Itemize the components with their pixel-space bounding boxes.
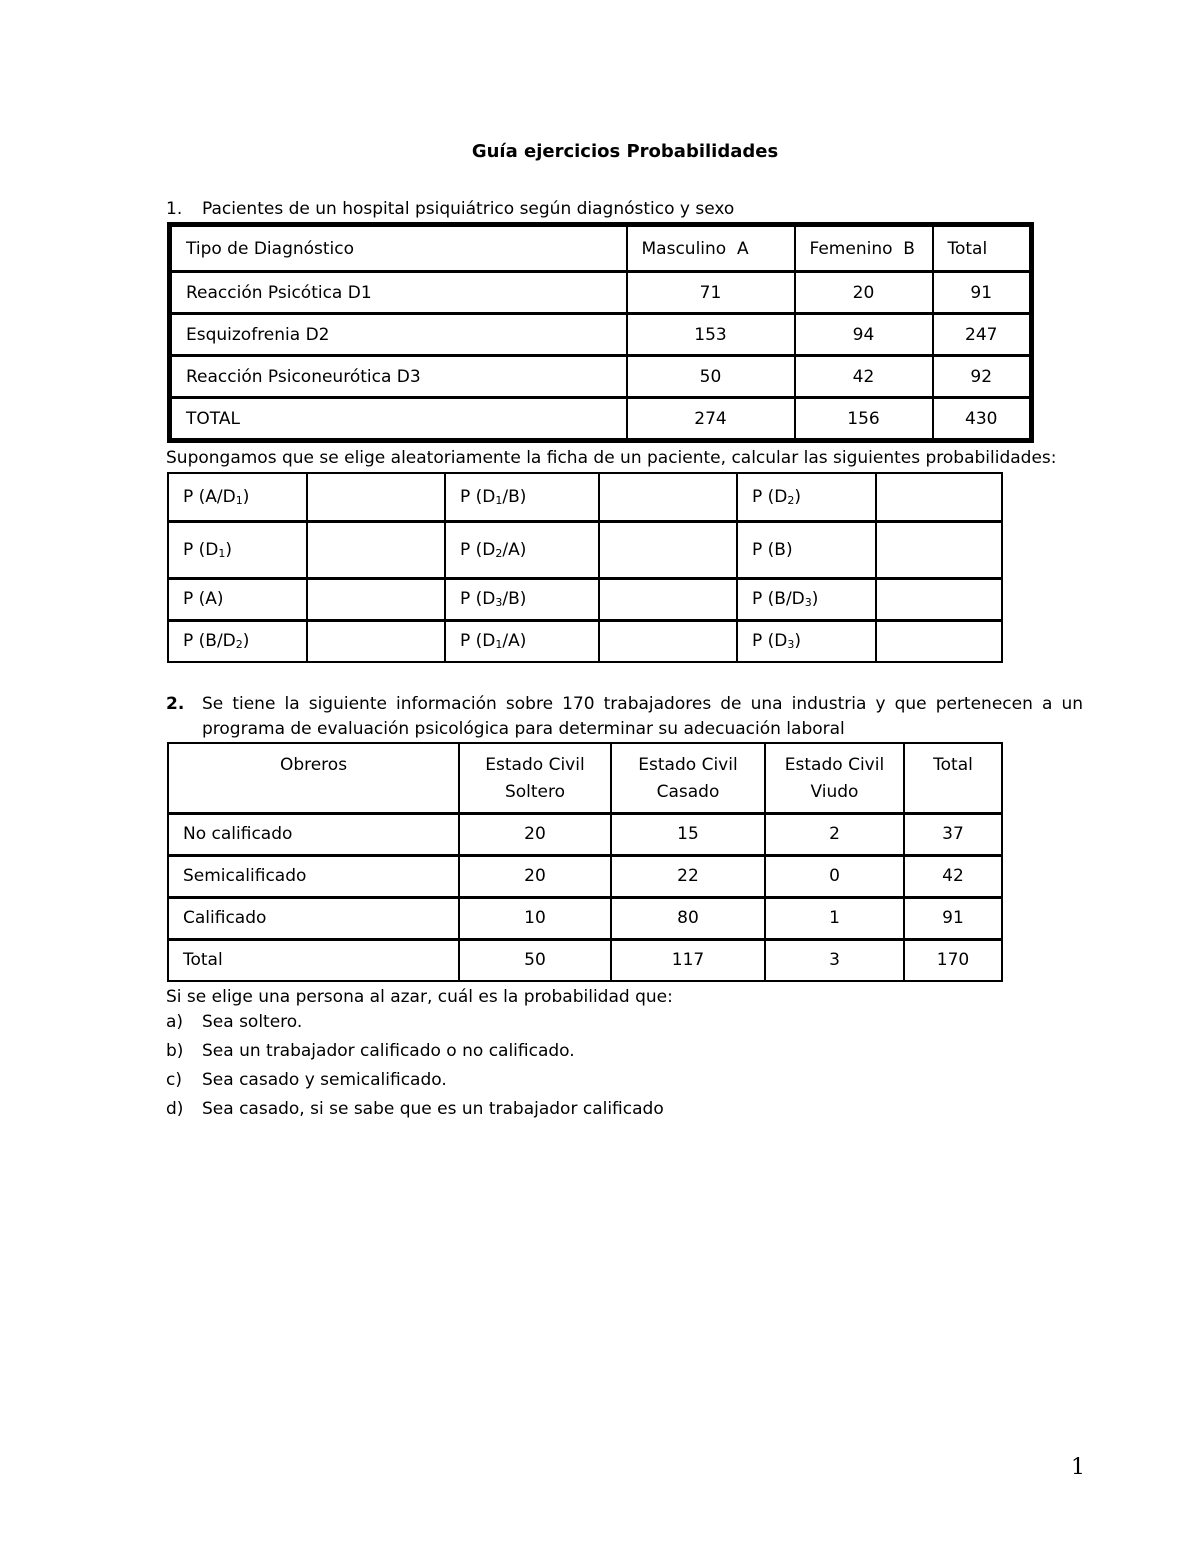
question-2-number: 2. [166, 694, 185, 714]
table-row [168, 897, 1002, 939]
table-cell: 20 [795, 272, 933, 314]
answer-cell[interactable] [876, 620, 1002, 662]
table-cell: 91 [904, 897, 1002, 939]
table-cell: 50 [627, 356, 795, 398]
probability-label: P $(D_1/A)$ [445, 620, 599, 662]
table-cell: 156 [795, 398, 933, 440]
table-row [171, 314, 1031, 356]
table-row [168, 855, 1002, 897]
probability-label: P $(A/D_1)$ [168, 473, 307, 521]
table-cell: 42 [795, 356, 933, 398]
table-cell: 2 [765, 813, 904, 855]
question-2-items [166, 1012, 664, 1128]
table-cell: 37 [904, 813, 1002, 855]
probability-label: P $(D_3/B)$ [445, 578, 599, 620]
question-1 [166, 199, 734, 219]
table-cell: No calificado [168, 813, 459, 855]
table-row [168, 813, 1002, 855]
table-cell: 94 [795, 314, 933, 356]
table-cell: Reacción Psiconeurótica D3 [171, 356, 627, 398]
answer-cell[interactable] [876, 473, 1002, 521]
answer-cell[interactable] [307, 473, 445, 521]
table-cell: 20 [459, 855, 611, 897]
question-2-line-1: Se tiene la siguiente información sobre 170 trabajadores de una industria y que pertenecen a un [202, 694, 1083, 714]
answer-cell[interactable] [599, 521, 737, 578]
table-header: Femenino B [795, 226, 933, 272]
table-row [171, 398, 1031, 440]
table-cell: Reacción Psicótica D1 [171, 272, 627, 314]
table-cell: 430 [933, 398, 1031, 440]
workers-table [167, 742, 1003, 982]
table-row [168, 743, 1002, 813]
list-item: a) Sea soltero. [166, 1012, 303, 1032]
question-2-line-2: programa de evaluación psicológica para determinar su adecuación laboral [202, 719, 845, 739]
table-row [171, 272, 1031, 314]
table-cell: 42 [904, 855, 1002, 897]
probability-label: P (B) [737, 521, 876, 578]
probability-label: P $(D_1/B)$ [445, 473, 599, 521]
answer-cell[interactable] [307, 578, 445, 620]
table-cell: 50 [459, 939, 611, 981]
table-cell: 117 [611, 939, 765, 981]
diagnosis-table [169, 224, 1032, 441]
probability-label: P (A) [168, 578, 307, 620]
table-row [171, 356, 1031, 398]
answer-cell[interactable] [876, 521, 1002, 578]
question-1-number: 1. [166, 199, 183, 219]
answer-cell[interactable] [599, 473, 737, 521]
question-1-text: Pacientes de un hospital psiquiátrico según diagnóstico y sexo [202, 199, 735, 219]
table-row [168, 473, 1002, 521]
table-cell: Calificado [168, 897, 459, 939]
table-row [168, 939, 1002, 981]
table-cell: 10 [459, 897, 611, 939]
table-cell: 274 [627, 398, 795, 440]
table-cell: 153 [627, 314, 795, 356]
table-cell: 170 [904, 939, 1002, 981]
table-cell: 1 [765, 897, 904, 939]
probability-label: P $(D_1)$ [168, 521, 307, 578]
table-cell: 247 [933, 314, 1031, 356]
probability-label: P $(B/D_2)$ [168, 620, 307, 662]
answer-cell[interactable] [599, 620, 737, 662]
table-cell: 3 [765, 939, 904, 981]
list-item: d) Sea casado, si se sabe que es un trabajador calificado [166, 1099, 664, 1119]
table-cell: Total [168, 939, 459, 981]
table-row [171, 226, 1031, 272]
table-header: Obreros [168, 743, 459, 813]
table-header: Estado Civil Soltero [459, 743, 611, 813]
table-header: Tipo de Diagnóstico [171, 226, 627, 272]
question-2 [166, 692, 1083, 742]
table-row [168, 521, 1002, 578]
table-cell: 71 [627, 272, 795, 314]
table-header: Total [904, 743, 1002, 813]
table-cell: TOTAL [171, 398, 627, 440]
probability-label: P $(D_2/A)$ [445, 521, 599, 578]
probability-label: P $(B/D_3)$ [737, 578, 876, 620]
table-header: Masculino A [627, 226, 795, 272]
table-row [168, 620, 1002, 662]
table-header: Estado Civil Casado [611, 743, 765, 813]
page-title: Guía ejercicios Probabilidades [471, 141, 779, 162]
table-cell: 22 [611, 855, 765, 897]
page-number: 1 [1071, 1455, 1085, 1480]
probability-label: P $(D_3)$ [737, 620, 876, 662]
question-1-prompt: Supongamos que se elige aleatoriamente la ficha de un paciente, calcular las siguientes probabilidades: [166, 448, 1057, 468]
table-header: Estado Civil Viudo [765, 743, 904, 813]
table-cell: Semicalificado [168, 855, 459, 897]
answer-cell[interactable] [307, 521, 445, 578]
answer-cell[interactable] [876, 578, 1002, 620]
table-cell: 20 [459, 813, 611, 855]
probability-table [167, 472, 1003, 663]
table-cell: 0 [765, 855, 904, 897]
table-cell: Esquizofrenia D2 [171, 314, 627, 356]
table-cell: 80 [611, 897, 765, 939]
table-cell: 91 [933, 272, 1031, 314]
table-cell: 92 [933, 356, 1031, 398]
table-cell: 15 [611, 813, 765, 855]
table-row [168, 578, 1002, 620]
answer-cell[interactable] [307, 620, 445, 662]
answer-cell[interactable] [599, 578, 737, 620]
question-2-prompt: Si se elige una persona al azar, cuál es la probabilidad que: [166, 987, 673, 1007]
probability-label: P $(D_2)$ [737, 473, 876, 521]
table-header: Total [933, 226, 1031, 272]
list-item: b) Sea un trabajador calificado o no calificado. [166, 1041, 575, 1061]
list-item: c) Sea casado y semicalificado. [166, 1070, 447, 1090]
